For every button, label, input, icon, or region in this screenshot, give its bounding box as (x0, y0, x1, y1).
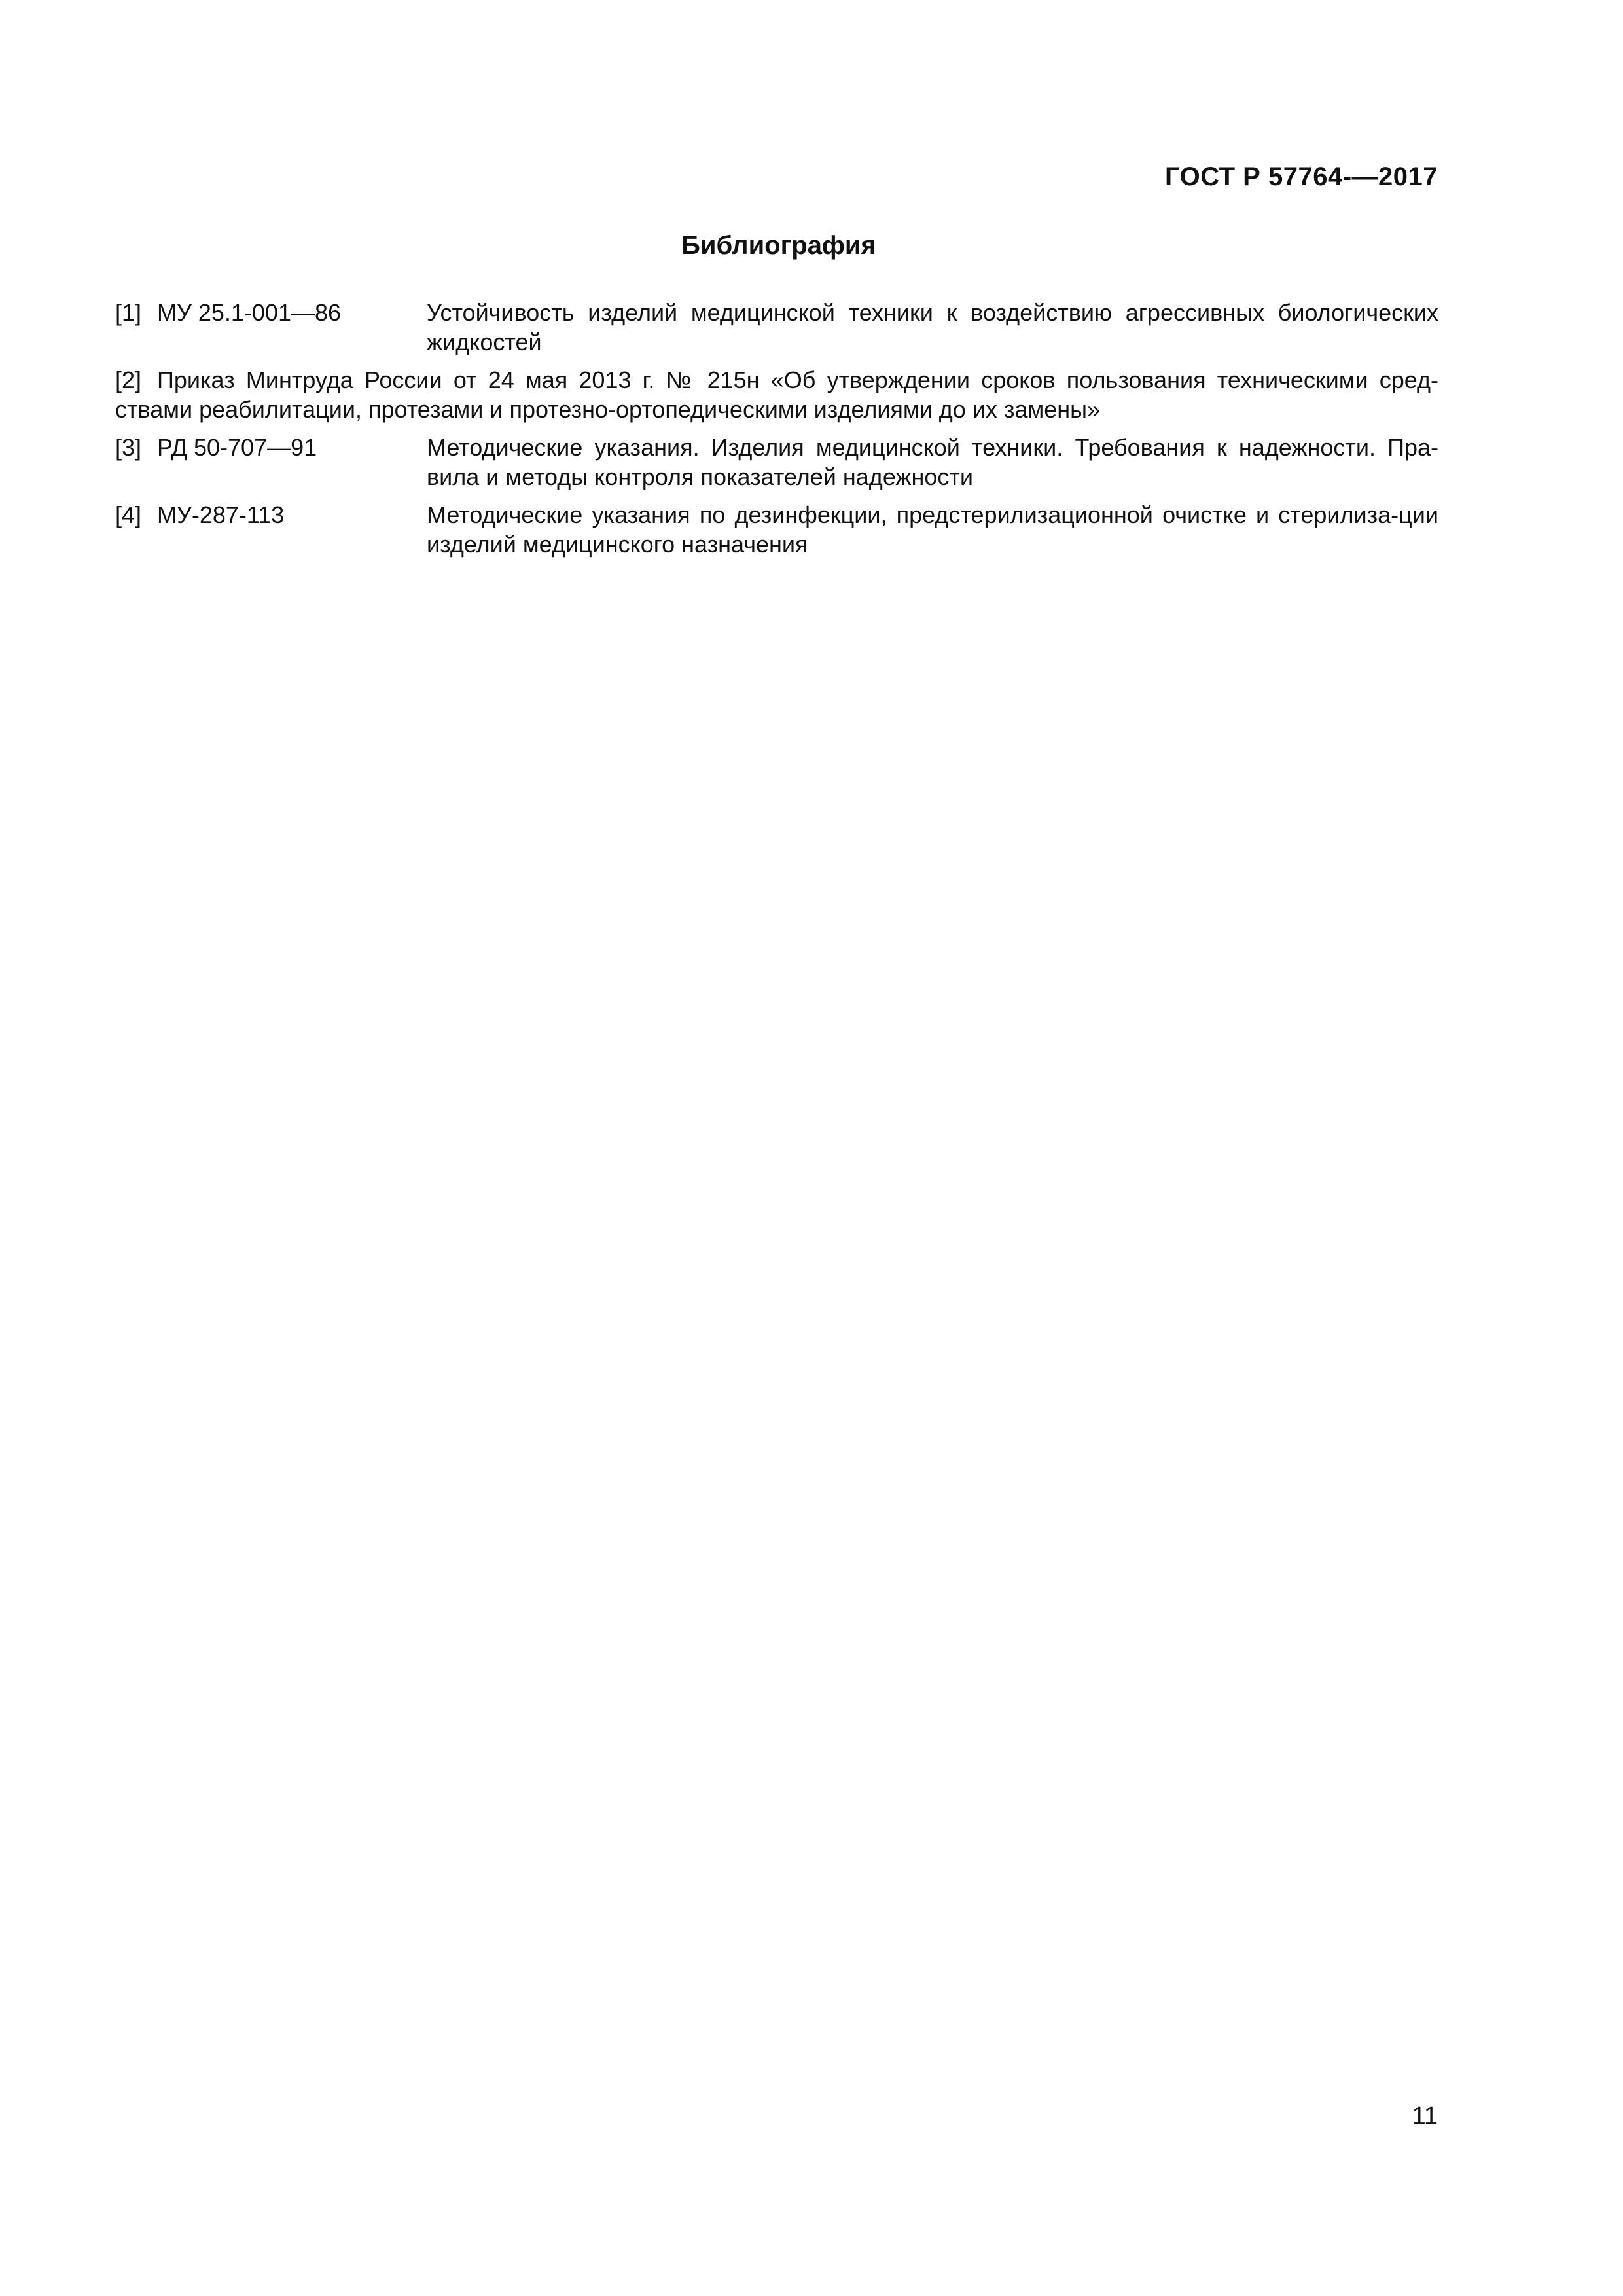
entry-code: МУ-287-113 (157, 501, 285, 528)
entry-title (115, 365, 1438, 424)
entry-title: Методические указания. Изделия медицинской техники. Требования к надежности. Пра-вила и методы контроля показателей надежности (427, 434, 1438, 490)
entry-number: [3] (115, 434, 142, 461)
bibliography-entry-1 (115, 298, 1438, 357)
entry-number: [2] (115, 367, 142, 393)
bibliography-entry-4 (115, 500, 1438, 559)
entry-title: Методические указания по дезинфекции, предстерилизационной очистке и стерилиза-ции изделий медицинского назначения (427, 501, 1438, 558)
bibliography-heading: Библиография (681, 231, 876, 260)
entry-code: РД 50-707—91 (157, 434, 317, 461)
bibliography-entry-3 (115, 433, 1438, 492)
document-code-header: ГОСТ Р 57764-—2017 (1164, 162, 1438, 191)
entry-number: [4] (115, 501, 142, 528)
entry-title-line-1: Приказ Минтруда России от 24 мая 2013 г. № 215н «Об утверждении сроков пользования техническими сред- (157, 367, 1438, 393)
bibliography-entry-2 (115, 365, 1438, 424)
page-number: 11 (1412, 2102, 1438, 2130)
entry-title: Устойчивость изделий медицинской техники к воздействию агрессивных биологических жидкостей (427, 299, 1438, 355)
entry-code: МУ 25.1-001—86 (157, 299, 342, 326)
entry-title-line-2: ствами реабилитации, протезами и протезно-ортопедическими изделиями до их замены» (115, 396, 1101, 423)
bibliography-list (115, 298, 1438, 567)
entry-number: [1] (115, 299, 142, 326)
